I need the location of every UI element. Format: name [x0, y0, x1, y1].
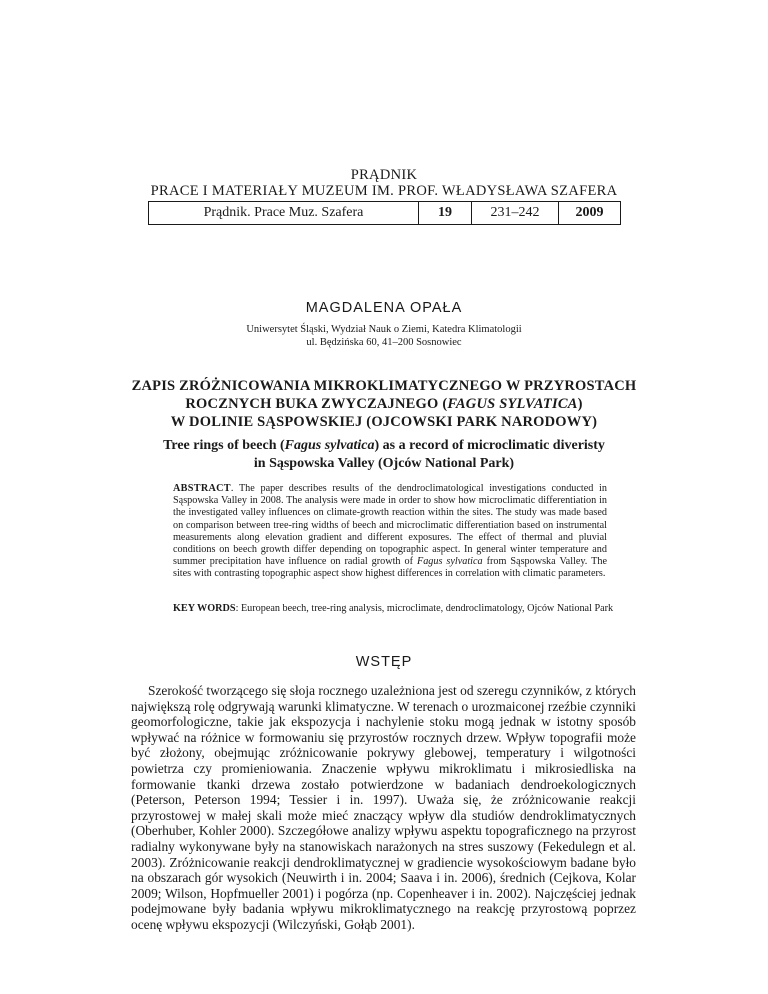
title-english-line-2: in Sąspowska Valley (Ojców National Park): [253, 456, 515, 471]
abstract-text-pre: . The paper describes results of the dendroclimatological investigations conducted in Sąspowska Valley in 2008. The analysis were made in order to show how microclimatic differentiation in the investigated valley influences on climate-growth reaction within the sites. The study was made based on comparison between tree-ring widths of beech and microclimatic differentiation based on instrumental measurements along elevation gradient and different exposures. The effect of thermal and pluvial conditions on beech growth differ depending on topographic aspect. In general winter temperature and summer precipitation have influence on radial growth of: [173, 483, 607, 568]
abstract: [173, 483, 607, 581]
body-paragraph: Szerokość tworzącego się słoja rocznego uzależniona jest od szeregu czynników, z których największą rolę odgrywają warunki klimatyczne. W terenach o urozmaiconej rzeźbie czynniki geomorfologiczne, takie jak ekspozycja i nachylenie stoku mogą jednak w istotny sposób wpływać na różnice w formowaniu się przyrostów rocznych drzew. Wpływ topografii może być złożony, obejmując zróżnicowanie pokrywy glebowej, temperatury i wilgotności powietrza czy promieniowania. Znaczenie wpływu mikroklimatu i mikrosiedliska na formowanie tkanki drzewa zostało potwierdzone w badaniach dendroekologicznych (Peterson, Peterson 1994; Tessier i in. 1997). Uważa się, że zróżnicowanie reakcji przyrostowej w małej skali może mieć znaczący wpływ dla studiów dendroklimatycznych (Oberhuber, Kohler 2000). Szczegółowe analizy wpływu aspektu topograficznego na przyrost radialny wykonywane były na stanowiskach narażonych na stres suszowy (Fekedulegn et al. 2003). Zróżnicowanie reakcji dendroklimatycznej w gradiencie wysokościowym badane było na obszarach gór wysokich (Neuwirth i in. 2004; Saava i in. 2006), średnich (Cejkova, Kolar 2009; Wilson, Hopfmueller 2001) i pogórza (np. Copenheaver i in. 2002). Najczęściej jednak podejmowane były badania wpływu mikroklimatycznego na reakcję przyrostową poprzez ocenę wpływu ekspozycji (Wilczyński, Gołąb 2001).: [131, 683, 636, 932]
title-english-line-1: [60, 437, 708, 455]
title-polish-line-2: [60, 395, 708, 413]
title-polish-species: FAGUS SYLVATICA: [447, 396, 578, 412]
citation-abbrev: Prądnik. Prace Muz. Szafera: [149, 202, 419, 224]
title-polish-line-3: W DOLINIE SĄSPOWSKIEJ (OJCOWSKI PARK NARODOWY): [170, 414, 598, 430]
keywords-label: KEY WORDS: [173, 603, 236, 614]
abstract-label: ABSTRACT: [173, 483, 231, 494]
journal-subtitle: PRACE I MATERIAŁY MUZEUM IM. PROF. WŁADYSŁAWA SZAFERA: [150, 183, 618, 199]
title-polish-line-2-post: ): [577, 396, 583, 412]
author-name: MAGDALENA OPAŁA: [305, 300, 463, 316]
abstract-species: Fagus sylvatica: [416, 556, 483, 568]
affiliation-line-2: ul. Będzińska 60, 41–200 Sosnowiec: [306, 337, 462, 348]
title-polish-line-2-pre: ROCZNYCH BUKA ZWYCZAJNEGO (: [185, 396, 448, 412]
citation-pages: 231–242: [472, 202, 559, 224]
section-heading: WSTĘP: [355, 654, 413, 670]
citation-box: [148, 201, 621, 225]
affiliation-line-1: Uniwersytet Śląski, Wydział Nauk o Ziemi, Katedra Klimatologii: [246, 324, 522, 335]
title-english-line-1-pre: Tree rings of beech (: [163, 438, 285, 453]
keywords-text: : European beech, tree-ring analysis, microclimate, dendroclimatology, Ojców National Park: [235, 603, 614, 614]
title-english-line-1-post: ) as a record of microclimatic diveristy: [374, 438, 605, 453]
citation-year: 2009: [575, 205, 604, 220]
title-polish-line-1: ZAPIS ZRÓŻNICOWANIA MIKROKLIMATYCZNEGO W PRZYROSTACH: [131, 378, 637, 394]
title-polish: [60, 377, 708, 431]
title-english: [60, 437, 708, 473]
abstract-text-post: from Sąspowska Valley. The sites with contrasting topographic aspect show highest differences in correlation with climatic parameters.: [173, 556, 607, 580]
citation-volume: 19: [419, 202, 472, 224]
keywords: [173, 603, 633, 614]
title-english-species: Fagus sylvatica: [284, 438, 375, 453]
journal-title: PRĄDNIK: [350, 167, 418, 183]
